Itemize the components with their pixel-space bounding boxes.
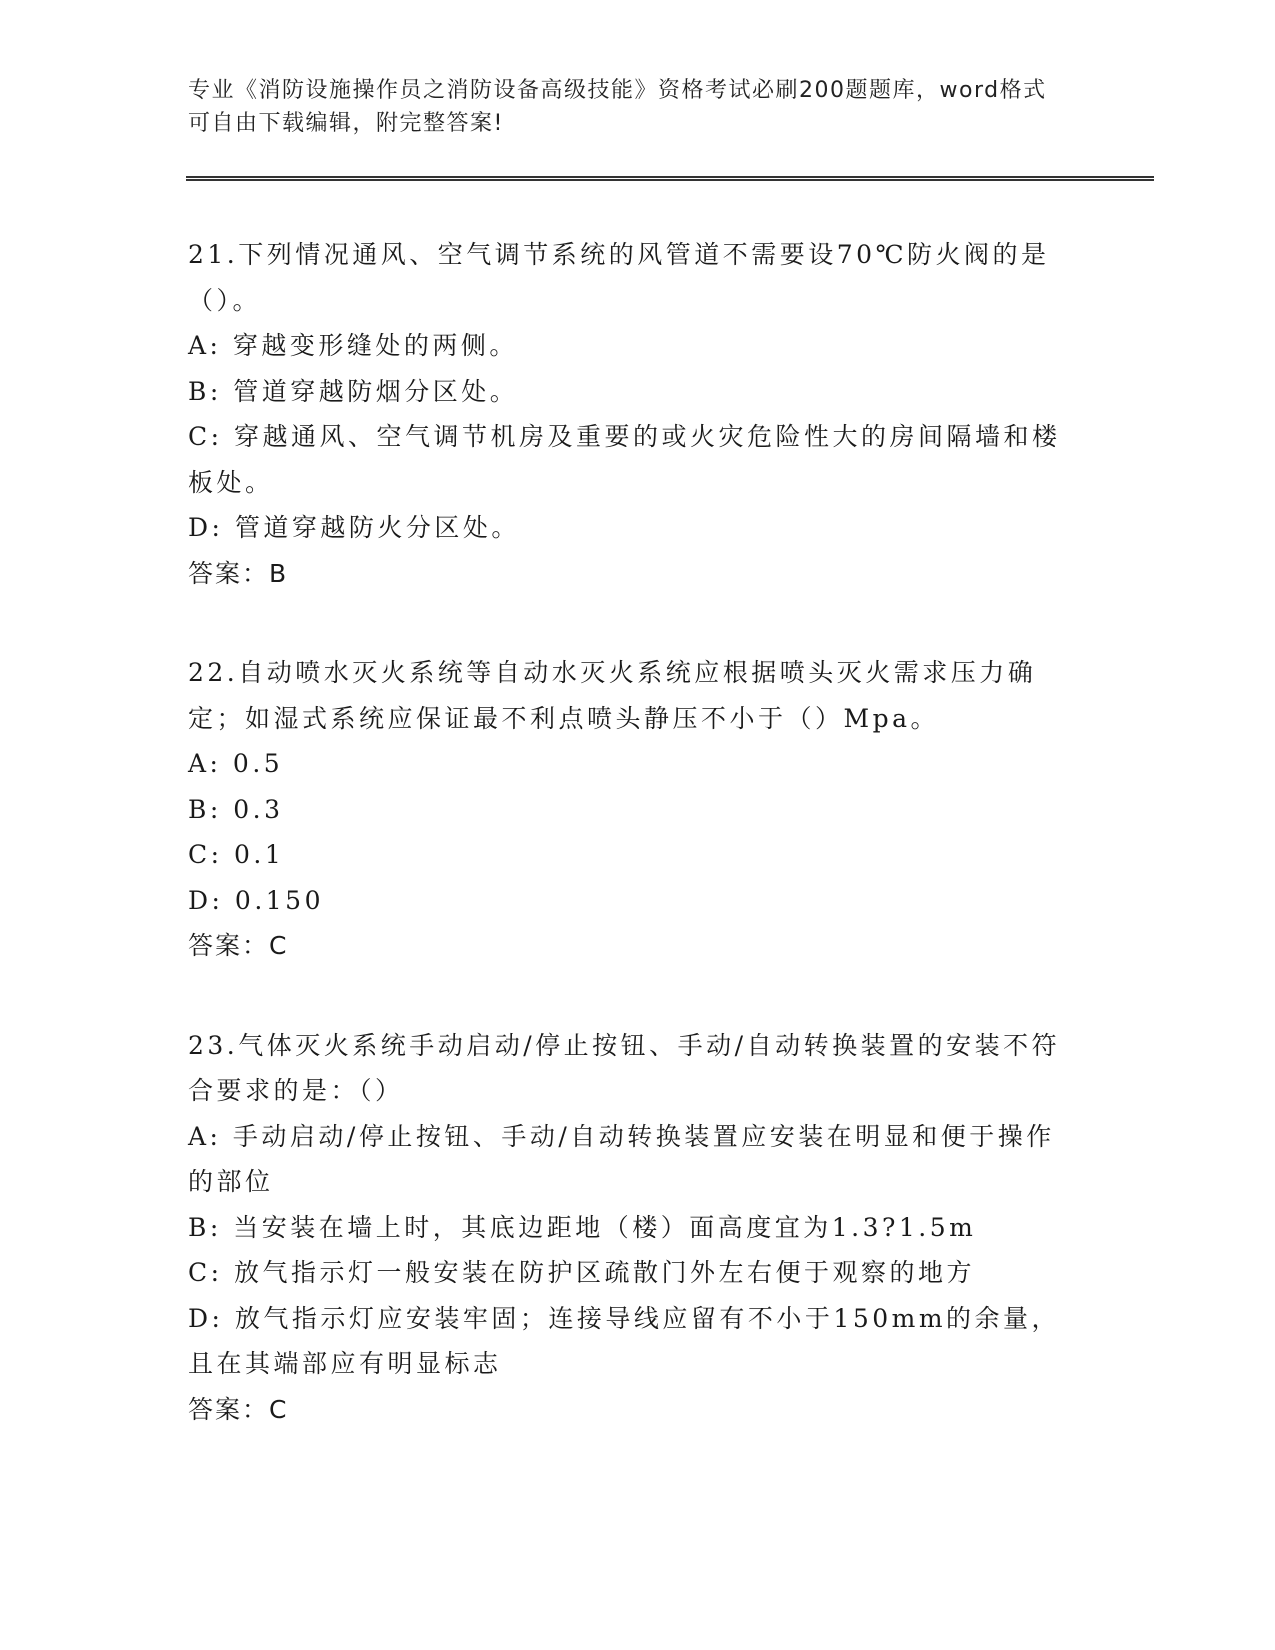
question-23 (188, 1023, 1078, 1433)
question-stem: 23.气体灭火系统手动启动/停止按钮、手动/自动转换装置的安装不符合要求的是：（） (188, 1030, 1061, 1105)
option-a: A: 穿越变形缝处的两侧。 (188, 331, 518, 360)
option-b: B: 当安装在墙上时，其底边距地（楼）面高度宜为1.3?1.5m (188, 1212, 977, 1242)
question-22 (188, 650, 1078, 969)
question-stem: 21.下列情况通风、空气调节系统的风管道不需要设70℃防火阀的是（）。 (188, 240, 1050, 315)
question-list (188, 232, 1078, 1486)
question-21 (188, 232, 1078, 596)
option-c: C: 放气指示灯一般安装在防护区疏散门外左右便于观察的地方 (188, 1258, 976, 1287)
answer-label: 答案：C (188, 1394, 289, 1424)
option-d: D: 管道穿越防火分区处。 (188, 513, 520, 542)
header-divider (186, 176, 1154, 181)
option-b: B: 0.3 (188, 794, 284, 824)
option-c: C: 0.1 (188, 840, 285, 869)
answer-label: 答案：C (188, 931, 289, 960)
option-a: A: 0.5 (188, 749, 284, 778)
option-d: D: 放气指示灯应安装牢固；连接导线应留有不小于150mm的余量，且在其端部应有明显标志 (188, 1303, 1061, 1378)
option-c: C: 穿越通风、空气调节机房及重要的或火灾危险性大的房间隔墙和楼板处。 (188, 422, 1061, 497)
document-header: 专业《消防设施操作员之消防设备高级技能》资格考试必刷200题题库，word格式可自由下载编辑，附完整答案! (188, 78, 1047, 136)
answer-label: 答案：B (188, 558, 289, 588)
option-d: D: 0.150 (188, 885, 324, 915)
option-a: A: 手动启动/停止按钮、手动/自动转换装置应安装在明显和便于操作的部位 (188, 1121, 1055, 1196)
option-b: B: 管道穿越防烟分区处。 (188, 376, 519, 406)
question-stem: 22.自动喷水灭火系统等自动水灭火系统应根据喷头灭火需求压力确定；如湿式系统应保证最不利点喷头静压不小于（）Mpa。 (188, 658, 1037, 733)
